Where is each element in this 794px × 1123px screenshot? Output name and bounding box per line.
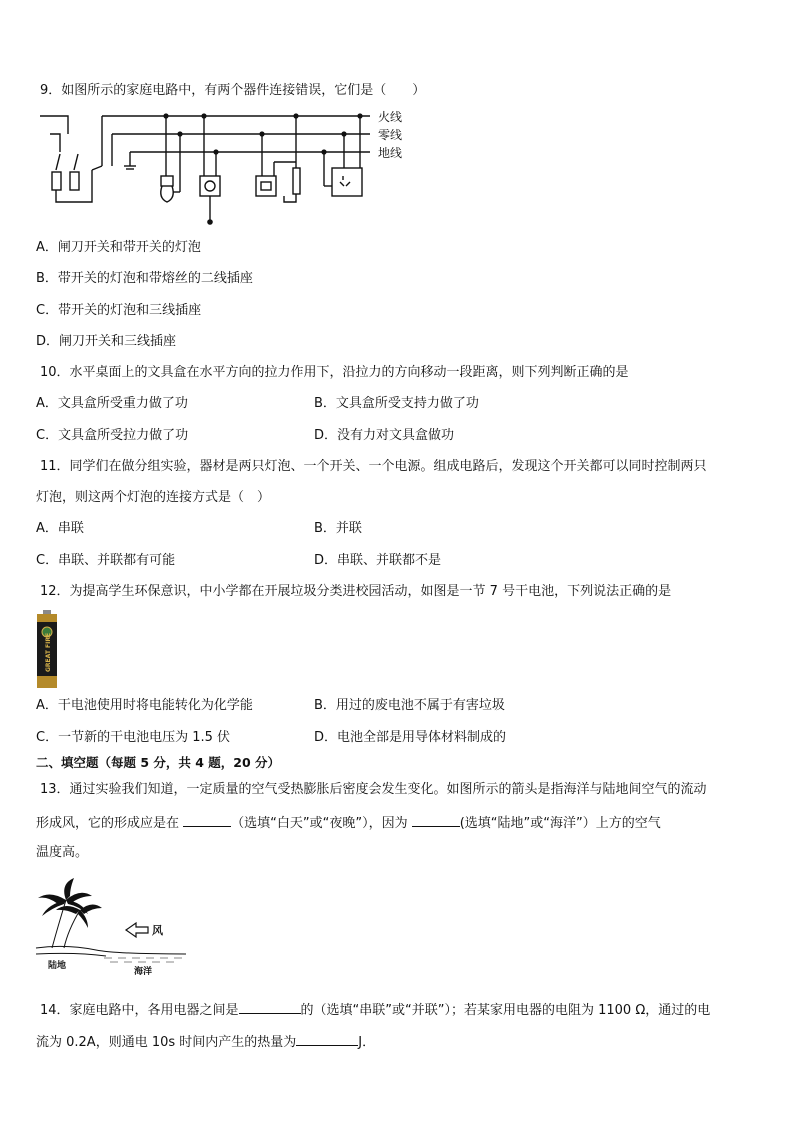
q10-option-d: D．没有力对文具盒做功 [314, 428, 455, 443]
sea-label: 海洋 [134, 967, 153, 976]
q13-line1: 13．通过实验我们知道，一定质量的空气受热膨胀后密度会发生变化。如图所示的箭头是指海洋与陆地间空气的流动 [40, 782, 707, 797]
q13-line3: 温度高。 [36, 845, 89, 860]
q11-option-b: B．并联 [314, 521, 362, 536]
q10-stem: 10．水平桌面上的文具盒在水平方向的拉力作用下，沿拉力的方向移动一段距离，则下列判断正确的是 [40, 365, 629, 380]
q10-option-a: A．文具盒所受重力做了功 [36, 396, 188, 411]
q12-stem: 12．为提高学生环保意识，中小学都在开展垃圾分类进校园活动，如图是一节 7 号干电池，下列说法正确的是 [40, 584, 672, 599]
q9-option-a: A．闸刀开关和带开关的灯泡 [36, 240, 201, 255]
q9-stem: 9．如图所示的家庭电路中，有两个器件连接错误，它们是（ ） [40, 83, 426, 98]
battery-label: GREAT FIRE [45, 632, 52, 672]
q11-stem-line1: 11．同学们在做分组实验，器材是两只灯泡、一个开关、一个电源。组成电路后，发现这个开关都可以同时控制两只 [40, 459, 707, 474]
q12-option-c: C．一节新的干电池电压为 1.5 伏 [36, 730, 231, 745]
sea-breeze-figure [34, 876, 194, 976]
q14-text-part4: J． [358, 1035, 376, 1050]
q11-option-a: A．串联 [36, 521, 84, 536]
q9-option-d: D．闸刀开关和三线插座 [36, 334, 177, 349]
household-circuit-diagram [30, 106, 430, 234]
ground-wire-label: 地线 [378, 146, 403, 160]
q9-option-c: C．带开关的灯泡和三线插座 [36, 303, 202, 318]
q13-blank-1[interactable] [183, 812, 231, 827]
live-wire-label: 火线 [378, 110, 403, 124]
q13-text-part1: 形成风，它的形成应是在 [36, 816, 184, 831]
q14-blank-1[interactable] [239, 999, 301, 1014]
q14-text-part2: 的（选填“串联”或“并联”）；若某家用电器的电阻为 1100 Ω，通过的电 [300, 1003, 711, 1018]
q12-option-b: B．用过的废电池不属于有害垃圾 [314, 698, 505, 713]
q14-line2 [36, 1031, 375, 1052]
q12-option-a: A．干电池使用时将电能转化为化学能 [36, 698, 253, 713]
q12-option-d: D．电池全部是用导体材料制成的 [314, 730, 507, 745]
q10-option-c: C．文具盒所受拉力做了功 [36, 428, 189, 443]
q11-option-c: C．串联、并联都有可能 [36, 553, 176, 568]
q13-text-part2: （选填“白天”或“夜晚”），因为 [231, 816, 412, 831]
q13-line2 [36, 812, 661, 833]
land-label: 陆地 [48, 961, 67, 971]
section-title-fill-in: 二、填空题（每题 5 分，共 4 题，20 分） [36, 755, 281, 770]
neutral-wire-label: 零线 [378, 128, 403, 142]
q13-text-part3: (选填“陆地”或“海洋”）上方的空气 [459, 816, 661, 831]
q9-option-b: B．带开关的灯泡和带熔丝的二线插座 [36, 271, 253, 286]
aaa-battery-image [36, 610, 58, 690]
q13-blank-2[interactable] [412, 812, 460, 827]
wind-label: 风 [152, 924, 163, 937]
q14-text-part1: 14．家庭电路中，各用电器之间是 [40, 1003, 239, 1018]
q11-option-d: D．串联、并联都不是 [314, 553, 442, 568]
q14-line1 [40, 999, 710, 1020]
q14-blank-2[interactable] [296, 1031, 358, 1046]
q14-text-part3: 流为 0.2A，则通电 10s 时间内产生的热量为 [36, 1035, 297, 1050]
q10-option-b: B．文具盒所受支持力做了功 [314, 396, 479, 411]
q11-stem-line2: 灯泡，则这两个灯泡的连接方式是（ ） [36, 490, 271, 505]
